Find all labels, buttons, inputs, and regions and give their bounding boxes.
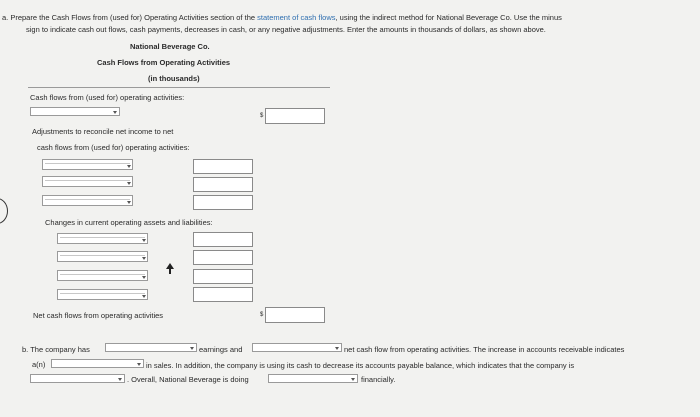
adjustments-label-2: cash flows from (used for) operating activities: bbox=[37, 143, 190, 152]
cursor-icon bbox=[166, 263, 174, 274]
statement-title: Cash Flows from Operating Activities bbox=[97, 58, 231, 67]
header-divider bbox=[28, 87, 330, 88]
company-name: National Beverage Co. bbox=[130, 42, 210, 51]
question-a-line2: sign to indicate cash out flows, cash payments, decreases in cash, or any negative adjustments. Enter the amounts in thousands of dollars, as shown above. bbox=[26, 25, 546, 34]
question-b-net-cash-text: net cash flow from operating activities. The increase in accounts receivable indicates bbox=[344, 345, 625, 354]
question-b-financially: financially. bbox=[361, 375, 396, 384]
change-dropdown-3[interactable] bbox=[57, 270, 148, 281]
b-liquidity-dropdown[interactable] bbox=[30, 374, 125, 383]
question-a-line1 bbox=[2, 13, 562, 22]
question-a-text-end: , using the indirect method for National Beverage Co. Use the minus bbox=[335, 13, 562, 22]
b-sales-dropdown[interactable] bbox=[51, 359, 144, 368]
question-b-prefix: b. The company has bbox=[22, 345, 90, 354]
change-amount-2[interactable] bbox=[193, 250, 253, 265]
question-a-text: a. Prepare the Cash Flows from (used for) Operating Activities section of the bbox=[2, 13, 258, 22]
adjustment-dropdown-3[interactable] bbox=[42, 195, 133, 206]
question-b-in-sales: in sales. In addition, the company is using its cash to decrease its accounts payable balance, which indicates that the company is bbox=[146, 361, 575, 370]
change-amount-4[interactable] bbox=[193, 287, 253, 302]
adjustment-dropdown-2[interactable] bbox=[42, 176, 133, 187]
net-income-dropdown[interactable] bbox=[30, 107, 120, 116]
change-dropdown-1[interactable] bbox=[57, 233, 148, 244]
section-label: Cash flows from (used for) operating activities: bbox=[30, 93, 185, 102]
change-amount-1[interactable] bbox=[193, 232, 253, 247]
b-earnings-dropdown[interactable] bbox=[105, 343, 197, 352]
change-dropdown-4[interactable] bbox=[57, 289, 148, 300]
adjustment-amount-2[interactable] bbox=[193, 177, 253, 192]
b-financial-dropdown[interactable] bbox=[268, 374, 358, 383]
change-amount-3[interactable] bbox=[193, 269, 253, 284]
net-income-amount-input[interactable] bbox=[265, 108, 325, 124]
adjustment-amount-3[interactable] bbox=[193, 195, 253, 210]
adjustment-amount-1[interactable] bbox=[193, 159, 253, 174]
change-dropdown-2[interactable] bbox=[57, 251, 148, 262]
currency-sign-net: $ bbox=[260, 312, 264, 318]
b-net-cash-dropdown[interactable] bbox=[252, 343, 342, 352]
statement-link[interactable]: statement of cash flows bbox=[257, 13, 336, 22]
changes-label: Changes in current operating assets and liabilities: bbox=[45, 218, 213, 227]
question-b-overall: . Overall, National Beverage is doing bbox=[127, 375, 249, 384]
statement-units: (in thousands) bbox=[148, 74, 200, 83]
adjustments-label-1: Adjustments to reconcile net income to net bbox=[32, 127, 174, 136]
net-cash-label: Net cash flows from operating activities bbox=[33, 311, 164, 320]
question-b-an: a(n) bbox=[32, 360, 46, 369]
adjustment-dropdown-1[interactable] bbox=[42, 159, 133, 170]
net-cash-amount-input[interactable] bbox=[265, 307, 325, 323]
side-circle-icon bbox=[0, 198, 8, 224]
currency-sign: $ bbox=[260, 113, 264, 119]
question-b-earnings-and: earnings and bbox=[199, 345, 243, 354]
